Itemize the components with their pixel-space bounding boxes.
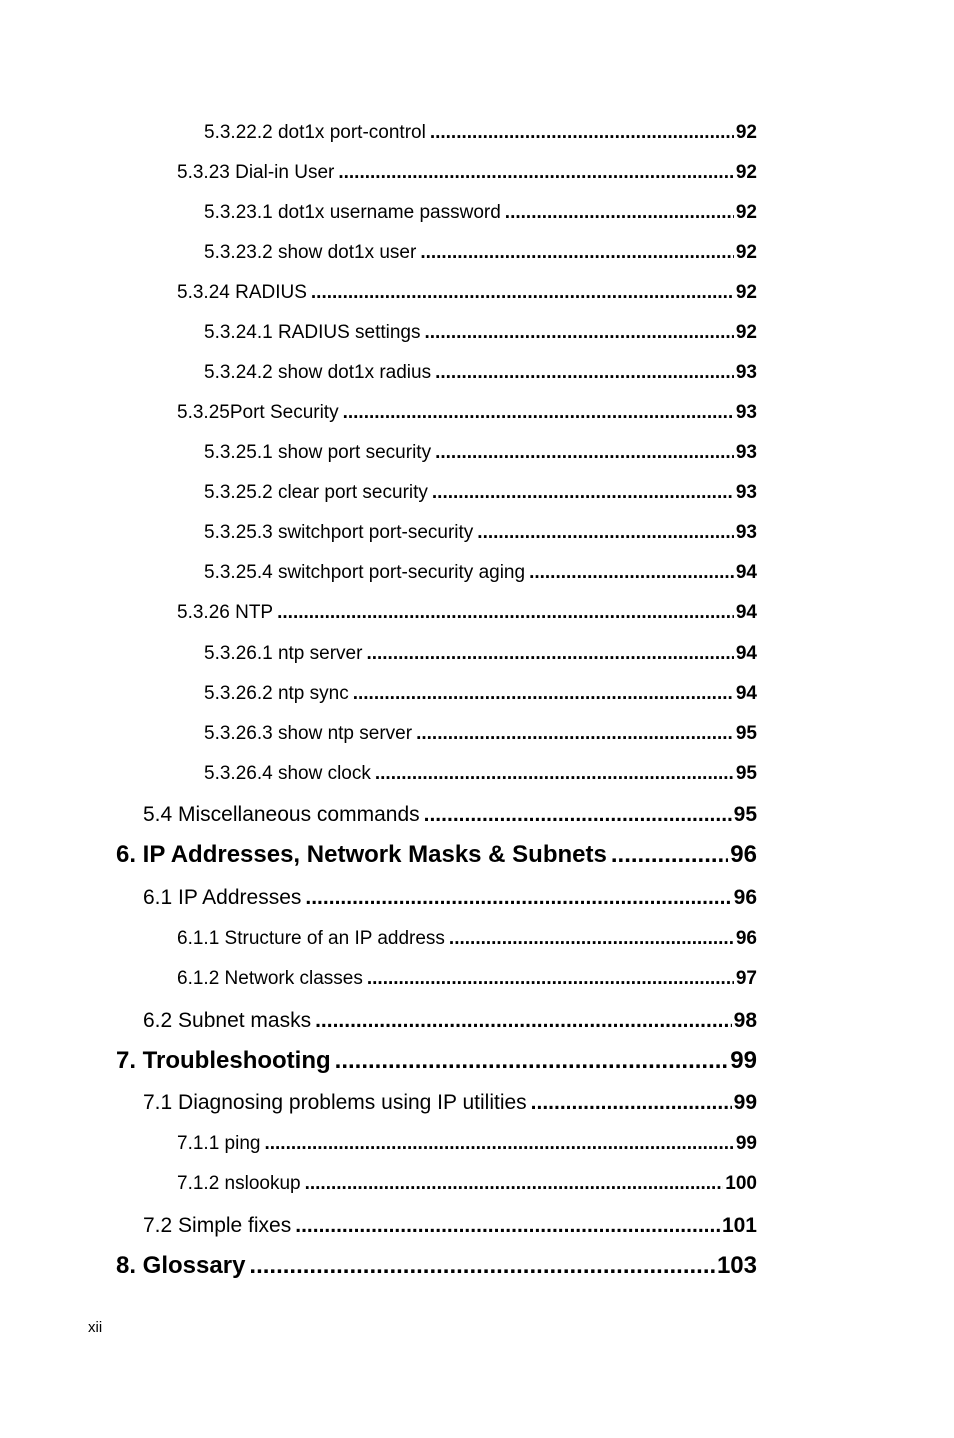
toc-entry — [204, 242, 757, 264]
toc-entry-title: 6. IP Addresses, Network Masks & Subnets — [116, 841, 607, 868]
toc-entry — [204, 362, 757, 384]
toc-entry-page: 103 — [716, 1252, 757, 1279]
toc-leader-dots — [435, 442, 734, 464]
toc-entry-title: 5.3.26.2 ntp sync — [204, 683, 349, 704]
toc-entry-title: 5.3.23.2 show dot1x user — [204, 242, 417, 263]
toc-entry-title: 5.3.25.1 show port security — [204, 442, 432, 463]
toc-entry-page: 92 — [735, 202, 757, 223]
toc-entry-title: 5.3.26 NTP — [177, 602, 274, 623]
toc-leader-dots — [505, 202, 734, 224]
toc-leader-dots — [420, 242, 734, 264]
toc-entry — [204, 723, 757, 745]
toc-entry-title: 5.3.25Port Security — [177, 402, 339, 423]
toc-entry-title: 5.3.23 Dial-in User — [177, 162, 335, 183]
toc-entry-page: 92 — [735, 322, 757, 343]
toc-entry-title: 7.1.2 nslookup — [177, 1173, 301, 1194]
toc-entry-page: 95 — [735, 763, 757, 784]
toc-entry-page: 92 — [735, 282, 757, 303]
toc-entry — [177, 282, 757, 304]
toc-entry-page: 96 — [735, 928, 757, 949]
toc-entry-title: 8. Glossary — [116, 1252, 246, 1279]
toc-leader-dots — [311, 282, 734, 304]
toc-entry — [177, 602, 757, 624]
toc-entry — [177, 162, 757, 184]
toc-entry — [204, 202, 757, 224]
toc-leader-dots — [249, 1252, 715, 1280]
toc-leader-dots — [338, 162, 734, 184]
toc-entry — [177, 1173, 757, 1195]
toc-entry-title: 7.1.1 ping — [177, 1133, 261, 1154]
toc-leader-dots — [477, 522, 734, 544]
toc-entry-page: 94 — [735, 562, 757, 583]
toc-entry — [204, 122, 757, 144]
toc-entry-title: 6.1.1 Structure of an IP address — [177, 928, 445, 949]
toc-entry-page: 92 — [735, 162, 757, 183]
toc-leader-dots — [531, 1091, 732, 1115]
toc-leader-dots — [353, 683, 734, 705]
toc-entry — [116, 841, 757, 869]
toc-entry-page: 93 — [735, 522, 757, 543]
toc-entry-page: 99 — [733, 1091, 757, 1114]
toc-leader-dots — [416, 723, 734, 745]
toc-entry — [204, 763, 757, 785]
toc-entry — [204, 482, 757, 504]
toc-entry-title: 6.2 Subnet masks — [143, 1009, 312, 1032]
toc-entry-title: 7.2 Simple fixes — [143, 1214, 292, 1237]
toc-leader-dots — [432, 482, 734, 504]
toc-entry-page: 97 — [735, 968, 757, 989]
toc-entry-page: 93 — [735, 362, 757, 383]
toc-entry-title: 5.3.25.2 clear port security — [204, 482, 428, 503]
toc-entry-title: 5.3.25.3 switchport port-security — [204, 522, 474, 543]
toc-leader-dots — [611, 841, 728, 869]
toc-entry-page: 99 — [735, 1133, 757, 1154]
toc-entry — [204, 562, 757, 584]
toc-leader-dots — [425, 322, 734, 344]
toc-leader-dots — [295, 1214, 720, 1238]
toc-entry — [204, 683, 757, 705]
toc-entry — [177, 1133, 757, 1155]
toc-entry — [177, 968, 757, 990]
toc-leader-dots — [367, 968, 734, 990]
toc-entry-title: 5.4 Miscellaneous commands — [143, 803, 420, 826]
toc-leader-dots — [305, 886, 731, 910]
toc-leader-dots — [375, 763, 734, 785]
toc-entry-title: 5.3.23.1 dot1x username password — [204, 202, 501, 223]
toc-leader-dots — [343, 402, 734, 424]
toc-entry-page: 92 — [735, 122, 757, 143]
toc-leader-dots — [277, 602, 734, 624]
toc-entry-title: 5.3.26.4 show clock — [204, 763, 371, 784]
toc-entry-page: 93 — [735, 402, 757, 423]
toc-entry — [204, 442, 757, 464]
toc-entry-page: 98 — [733, 1009, 757, 1032]
toc-entry — [116, 1047, 757, 1075]
toc-entry — [204, 322, 757, 344]
toc-leader-dots — [305, 1173, 724, 1195]
toc-entry — [116, 1252, 757, 1280]
toc-entry-page: 93 — [735, 442, 757, 463]
toc-entry-page: 94 — [735, 683, 757, 704]
toc-entry-page: 96 — [730, 841, 757, 868]
toc-entry-page: 101 — [721, 1214, 757, 1237]
toc-entry-title: 5.3.25.4 switchport port-security aging — [204, 562, 526, 583]
toc-leader-dots — [430, 122, 734, 144]
toc-entry-page: 95 — [733, 803, 757, 826]
page-number: xii — [88, 1319, 103, 1336]
toc-entry-page: 94 — [735, 643, 757, 664]
toc-entry-title: 6.1.2 Network classes — [177, 968, 363, 989]
toc-entry — [204, 643, 757, 665]
toc-entry-page: 95 — [735, 723, 757, 744]
toc-entry — [204, 522, 757, 544]
toc-entry-page: 93 — [735, 482, 757, 503]
toc-leader-dots — [315, 1009, 732, 1033]
toc-entry — [143, 1091, 757, 1115]
toc-entry — [177, 928, 757, 950]
toc-entry — [143, 886, 757, 910]
toc-entry-page: 96 — [733, 886, 757, 909]
toc-leader-dots — [435, 362, 734, 384]
toc-entry-title: 5.3.24.1 RADIUS settings — [204, 322, 421, 343]
toc-entry-page: 100 — [725, 1173, 757, 1194]
toc-leader-dots — [264, 1133, 733, 1155]
toc-entry-title: 5.3.26.3 show ntp server — [204, 723, 413, 744]
toc-entry — [143, 803, 757, 827]
toc-entry — [143, 1009, 757, 1033]
toc-entry-title: 6.1 IP Addresses — [143, 886, 302, 909]
toc-entry-title: 5.3.24 RADIUS — [177, 282, 307, 303]
toc-entry-title: 5.3.24.2 show dot1x radius — [204, 362, 432, 383]
toc-entry-title: 7. Troubleshooting — [116, 1047, 331, 1074]
toc-leader-dots — [449, 928, 734, 950]
toc-leader-dots — [529, 562, 734, 584]
toc-leader-dots — [335, 1047, 729, 1075]
toc-entry-page: 94 — [735, 602, 757, 623]
toc-entry-page: 99 — [730, 1047, 757, 1074]
toc-entry-title: 5.3.26.1 ntp server — [204, 643, 363, 664]
toc-leader-dots — [424, 803, 732, 827]
toc-entry-title: 7.1 Diagnosing problems using IP utilities — [143, 1091, 527, 1114]
toc-entry-page: 92 — [735, 242, 757, 263]
toc-entry — [143, 1214, 757, 1238]
toc-leader-dots — [366, 643, 733, 665]
toc-entry-title: 5.3.22.2 dot1x port-control — [204, 122, 426, 143]
toc-entry — [177, 402, 757, 424]
